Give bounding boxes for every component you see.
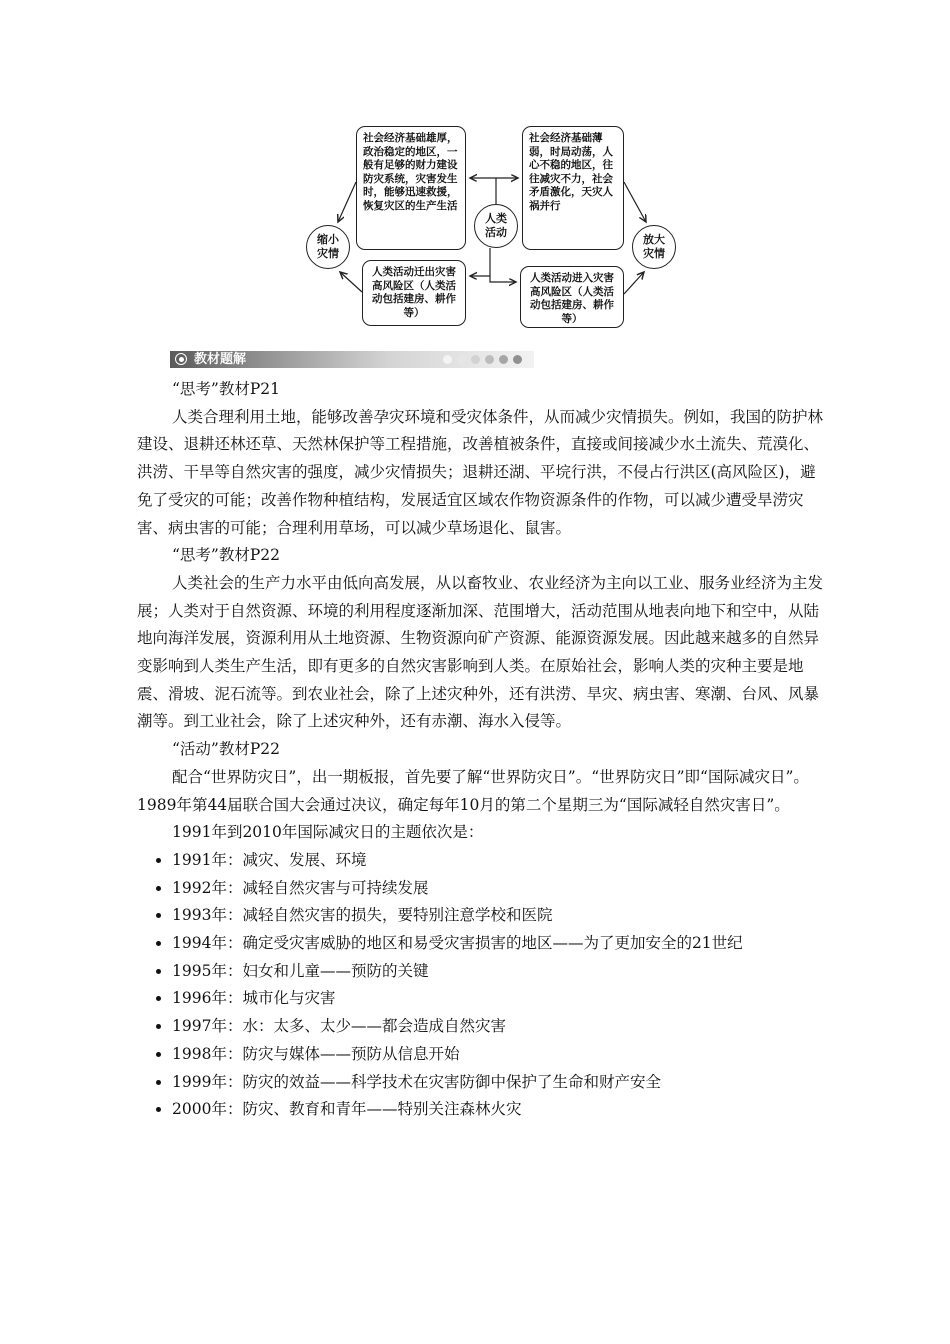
human-activity-disaster-diagram: [300, 122, 685, 334]
theme-item: • 1997年：水：太多、太少——都会造成自然灾害: [172, 1013, 827, 1041]
amplify-disaster-circle: [632, 225, 676, 269]
theme-item: • 2000年：防灾、教育和青年——特别关注森林火灾: [172, 1096, 827, 1124]
move-into-risk-zone-box: 人类活动进入灾害高风险区（人类活动包括建房、耕作等）: [520, 266, 624, 328]
ref-2: “思考”教材P22: [172, 546, 281, 565]
theme-item: • 1995年：妇女和儿童——预防的关键: [172, 958, 827, 986]
reduce-disaster-circle: [306, 225, 350, 269]
theme-item: • 1992年：减轻自然灾害与可持续发展: [172, 875, 827, 903]
themes-intro: 1991年到2010年国际减灾日的主题依次是：: [172, 823, 484, 842]
move-out-risk-zone-box: 人类活动迁出灾害高风险区（人类活动包括建房、耕作等）: [362, 260, 466, 326]
amplify-disaster-label: 放大灾情: [643, 233, 665, 260]
stable-region-box: 社会经济基础雄厚，政治稳定的地区，一般有足够的财力建设防灾系统，灾害发生时，能够迅速救援，恢复灾区的生产生活: [356, 126, 466, 250]
dot-icon: [471, 355, 480, 364]
dot-icon: [499, 355, 508, 364]
theme-item: • 1993年：减轻自然灾害的损失，要特别注意学校和医院: [172, 902, 827, 930]
theme-item: • 1998年：防灾与媒体——预防从信息开始: [172, 1041, 827, 1069]
dot-icon: [457, 355, 466, 364]
theme-item: • 1994年：确定受灾害威胁的地区和易受灾害损害的地区——为了更加安全的21世纪: [172, 930, 827, 958]
unstable-region-box: 社会经济基础薄弱，时局动荡，人心不稳的地区，往往减灾不力，社会矛盾激化，天灾人祸并行: [522, 126, 624, 250]
text-flow: [137, 376, 827, 1124]
human-activity-circle: [474, 204, 518, 248]
themes-list: [137, 847, 827, 1124]
theme-item: • 1996年：城市化与灾害: [172, 985, 827, 1013]
paragraph-3: 配合“世界防灾日”，出一期板报，首先要了解“世界防灾日”。“世界防灾日”即“国际减灾日”。1989年第44届联合国大会通过决议，确定每年10月的第二个星期三为“国际减轻自然灾害日”。: [137, 767, 809, 814]
ref-1: “思考”教材P21: [172, 380, 281, 398]
paragraph-1: 人类合理利用土地，能够改善孕灾环境和受灾体条件，从而减少灾情损失。例如，我国的防护林建设、退耕还林还草、天然林保护等工程措施，改善植被条件，直接或间接减少水土流失、荒漠化、洪涝、干旱等自然灾害的强度，减少灾情损失；退耕还湖、平垸行洪，不侵占行洪区(高风险区)，避免了受灾的可能；改善作物种植结构，发展适宜区域农作物资源条件的作物，可以减少遭受旱涝灾害、病虫害的可能；合理利用草场，可以减少草场退化、鼠害。: [137, 407, 824, 537]
theme-item: • 1999年：防灾的效益——科学技术在灾害防御中保护了生命和财产安全: [172, 1069, 827, 1097]
section-title: 教材题解: [194, 352, 247, 367]
reduce-disaster-label: 缩小灾情: [317, 233, 339, 260]
target-bullet-icon: [175, 353, 187, 365]
paragraph-2: 人类社会的生产力水平由低向高发展，从以畜牧业、农业经济为主向以工业、服务业经济为主发展；人类对于自然资源、环境的利用程度逐渐加深、范围增大，活动范围从地表向地下和空中，从陆地向海洋发展，资源利用从土地资源、生物资源向矿产资源、能源资源发展。因此越来越多的自然异变影响到人类生产生活，即有更多的自然灾害影响到人类。在原始社会，影响人类的灾种主要是地震、滑坡、泥石流等。到农业社会，除了上述灾种外，还有洪涝、旱灾、病虫害、寒潮、台风、风暴潮等。到工业社会，除了上述灾种外，还有赤潮、海水入侵等。: [137, 573, 824, 731]
dot-icon: [443, 355, 452, 364]
dot-icon: [485, 355, 494, 364]
theme-item: • 1991年：减灾、发展、环境: [172, 847, 827, 875]
decorative-dots: [443, 355, 522, 364]
human-activity-label: 人类活动: [485, 212, 507, 239]
ref-3: “活动”教材P22: [172, 740, 281, 759]
dot-icon: [513, 355, 522, 364]
section-header: [170, 351, 534, 368]
